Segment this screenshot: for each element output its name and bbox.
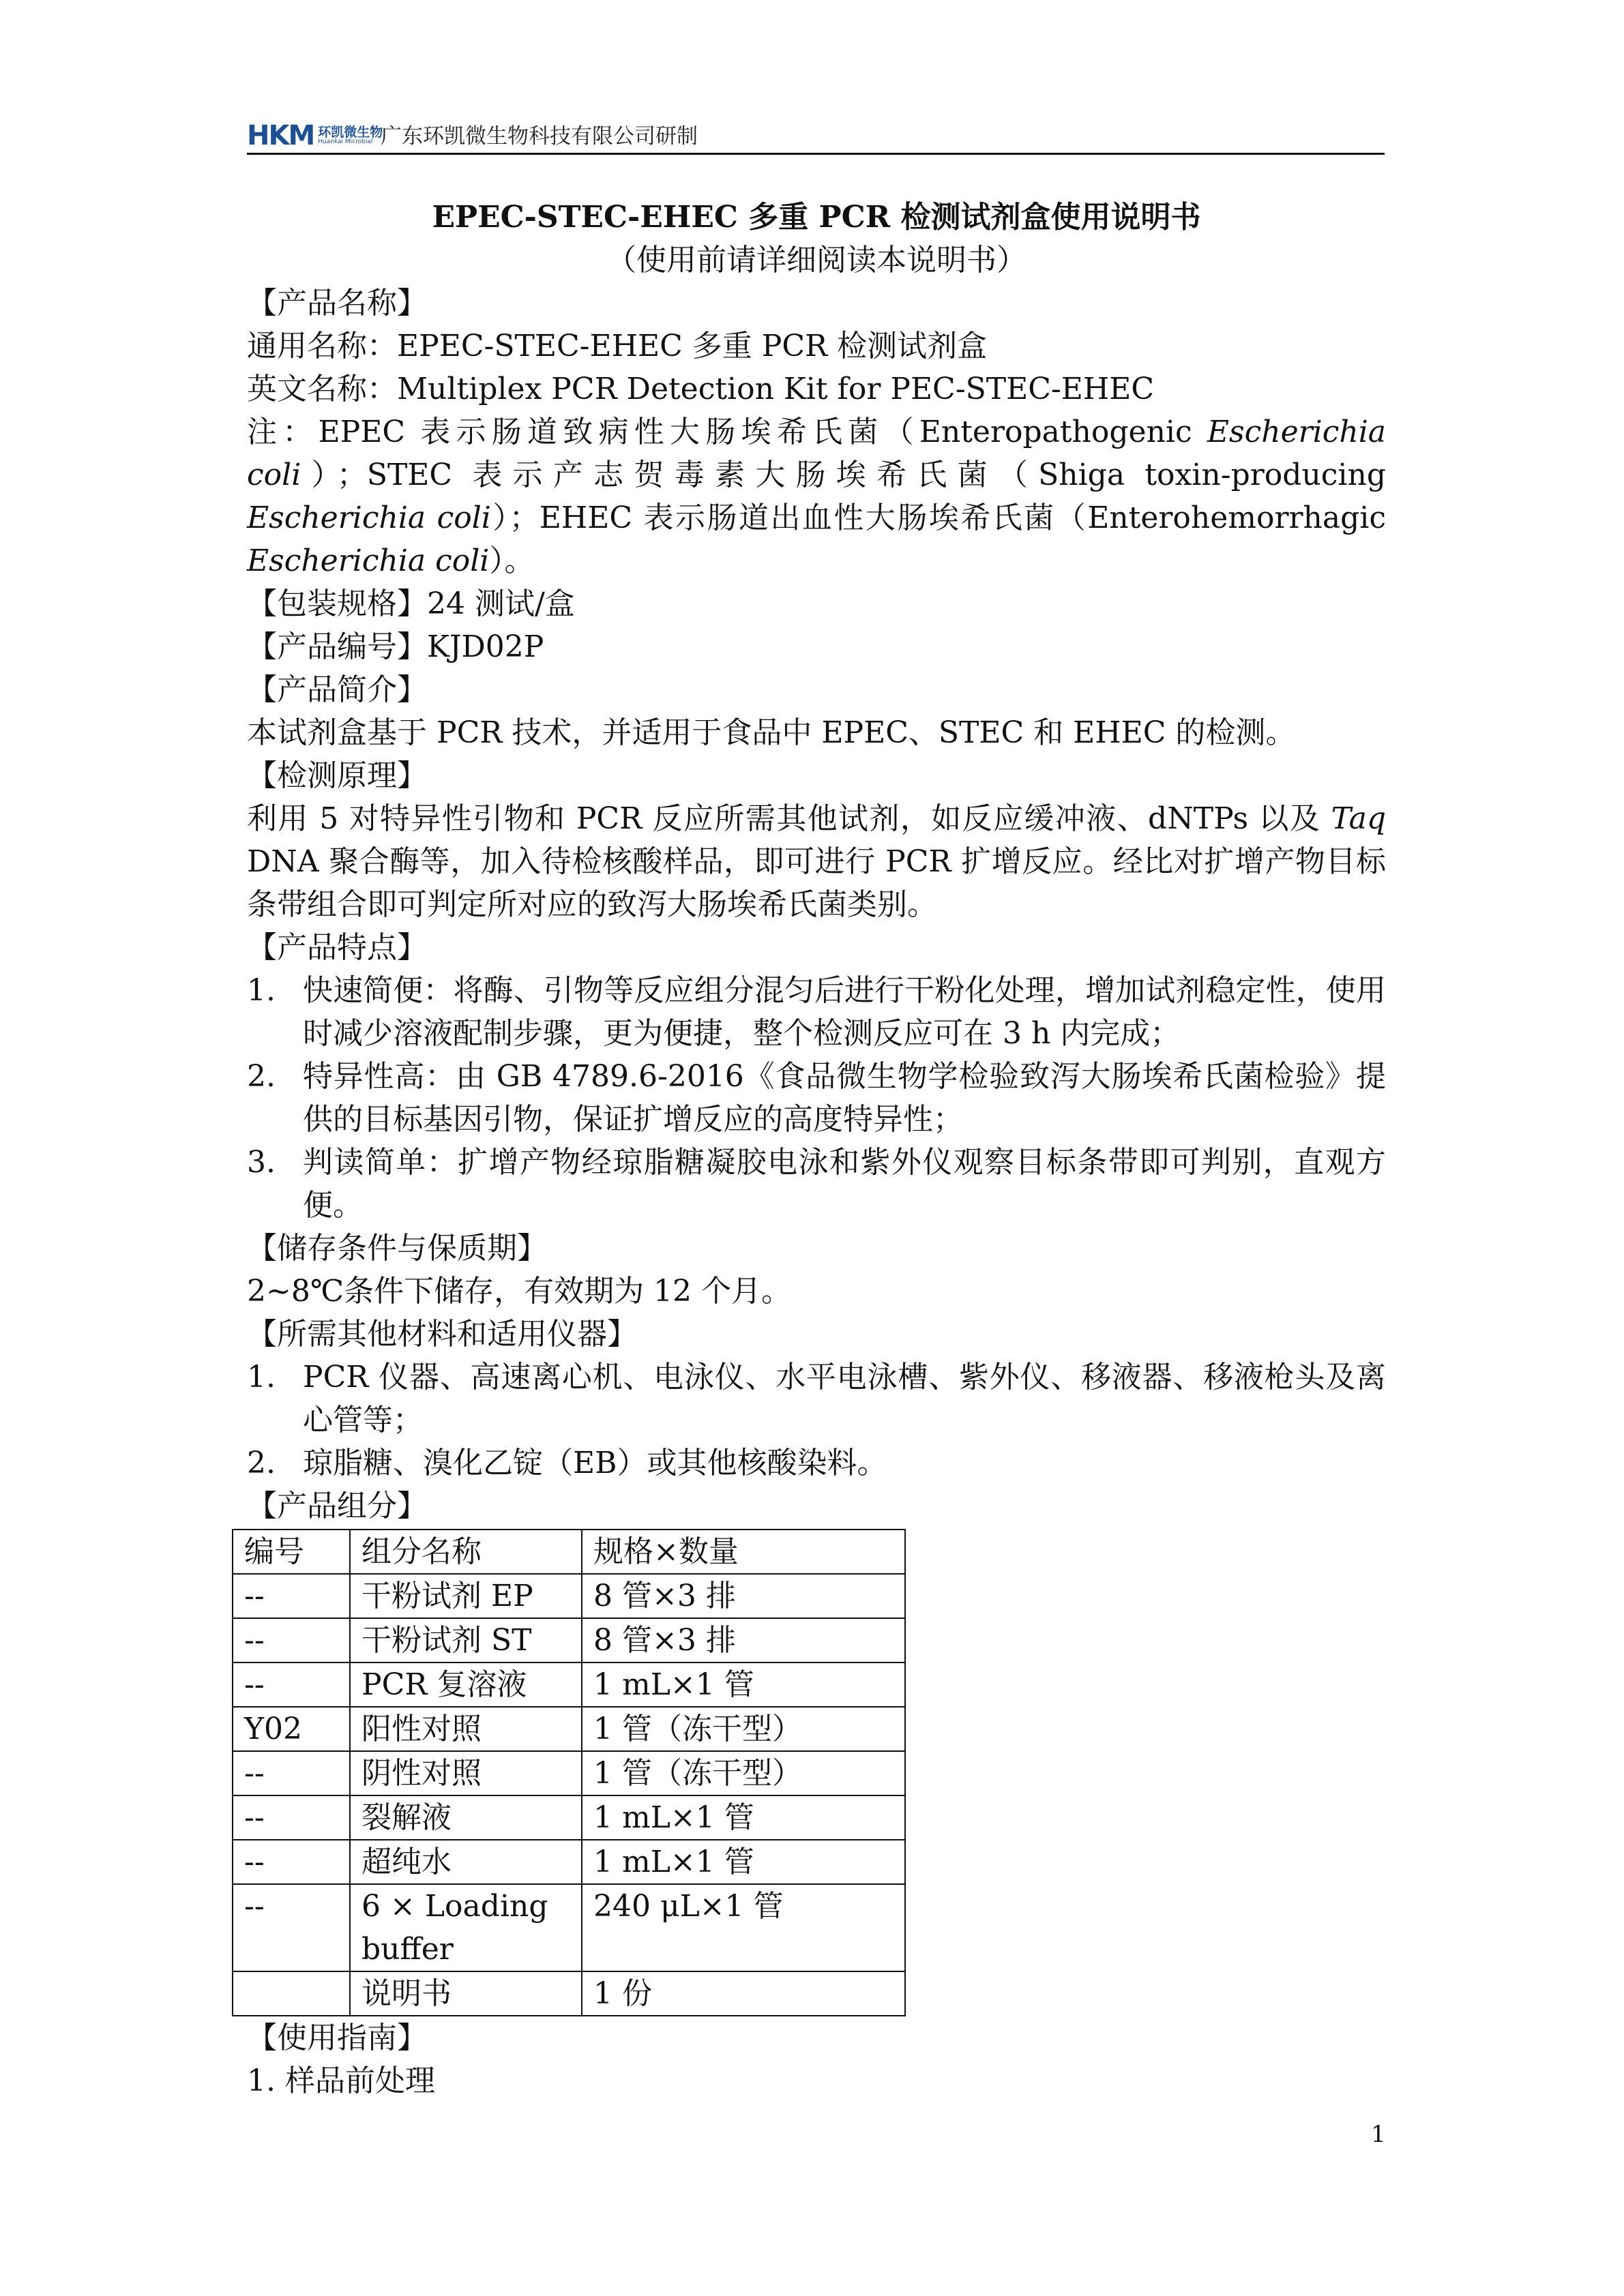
logo-mark: HKM [247, 120, 314, 151]
table-row: -- PCR 复溶液 1 mL×1 管 [233, 1663, 905, 1707]
list-item: 1. 快速简便：将酶、引物等反应组分混匀后进行干粉化处理，增加试剂稳定性，使用时减少溶液配制步骤，更为便捷，整个检测反应可在 3 h 内完成； [247, 973, 1386, 1051]
table-row: -- 干粉试剂 EP 8 管×3 排 [233, 1574, 905, 1618]
table-row: -- 干粉试剂 ST 8 管×3 排 [233, 1618, 905, 1663]
section-heading-principle: 【检测原理】 [247, 758, 427, 793]
principle-text: 利用 5 对特异性引物和 PCR 反应所需其他试剂，如反应缓冲液、dNTPs 以及 Taq DNA 聚合酶等，加入待检核酸样品，即可进行 PCR 扩增反应。经比对扩增产物目标条带组合即可判定所对应的致泻大肠埃希氏菌类别。 [247, 801, 1386, 922]
components-table [232, 1529, 906, 2016]
section-heading-components: 【产品组分】 [247, 1489, 427, 1523]
company-name: 广东环凯微生物科技有限公司研制 [381, 124, 698, 149]
list-item: 2. 琼脂糖、溴化乙锭（EB）或其他核酸染料。 [247, 1446, 887, 1480]
document-title: EPEC-STEC-EHEC 多重 PCR 检测试剂盒使用说明书 [432, 200, 1201, 235]
page-number: 1 [1371, 2121, 1386, 2148]
table-row: -- 超纯水 1 mL×1 管 [233, 1840, 905, 1884]
section-heading-intro: 【产品简介】 [247, 672, 427, 707]
page-header [247, 115, 1385, 155]
table-row: -- 6 × Loading buffer 240 μL×1 管 [233, 1884, 905, 1971]
abbreviation-note: 注：EPEC 表示肠道致病性大肠埃希氏菌（Enteropathogenic Escherichia coli）；STEC 表示产志贺毒素大肠埃希氏菌（Shiga toxin-producing Escherichia coli）；EHEC 表示肠道出血性大肠埃希氏菌（Enterohemorrhagic Escherichia coli）。 [247, 415, 1387, 578]
company-logo [247, 120, 383, 151]
storage-text: 2~8℃条件下储存，有效期为 12 个月。 [247, 1274, 792, 1309]
list-item: 2. 特异性高：由 GB 4789.6-2016《食品微生物学检验致泻大肠埃希氏菌检验》提供的目标基因引物，保证扩增反应的高度特异性； [247, 1059, 1386, 1137]
package-spec: 【包装规格】24 测试/盒 [247, 586, 575, 621]
table-row: -- 阴性对照 1 管（冻干型） [233, 1751, 905, 1795]
table-row: 说明书 1 份 [233, 1971, 905, 2016]
section-heading-materials: 【所需其他材料和适用仪器】 [247, 1317, 637, 1352]
section-heading-features: 【产品特点】 [247, 930, 427, 965]
table-header-row: 编号 组分名称 规格×数量 [233, 1530, 905, 1574]
english-name: 英文名称：Multiplex PCR Detection Kit for PEC-STEC-EHEC [247, 372, 1155, 406]
product-number: 【产品编号】KJD02P [247, 629, 544, 664]
list-item: 1. PCR 仪器、高速离心机、电泳仪、水平电泳槽、紫外仪、移液器、移液枪头及离心管等； [247, 1360, 1386, 1437]
table-row: Y02 阳性对照 1 管（冻干型） [233, 1707, 905, 1751]
section-heading-storage: 【储存条件与保质期】 [247, 1231, 547, 1266]
guide-step-1: 1. 样品前处理 [247, 2063, 435, 2098]
table-row: -- 裂解液 1 mL×1 管 [233, 1795, 905, 1840]
document-body [244, 195, 1387, 2102]
section-heading-name: 【产品名称】 [247, 286, 427, 320]
logo-cn-text: 环凯微生物 [318, 125, 383, 140]
section-heading-guide: 【使用指南】 [247, 2021, 427, 2055]
intro-text: 本试剂盒基于 PCR 技术，并适用于食品中 EPEC、STEC 和 EHEC 的检测。 [247, 715, 1296, 750]
list-item: 3. 判读简单：扩增产物经琼脂糖凝胶电泳和紫外仪观察目标条带即可判别，直观方便。 [247, 1145, 1386, 1223]
common-name: 通用名称：EPEC-STEC-EHEC 多重 PCR 检测试剂盒 [247, 329, 988, 363]
document-subtitle: （使用前请详细阅读本说明书） [606, 243, 1027, 278]
logo-en-text: Huankai Microbial [318, 138, 373, 145]
